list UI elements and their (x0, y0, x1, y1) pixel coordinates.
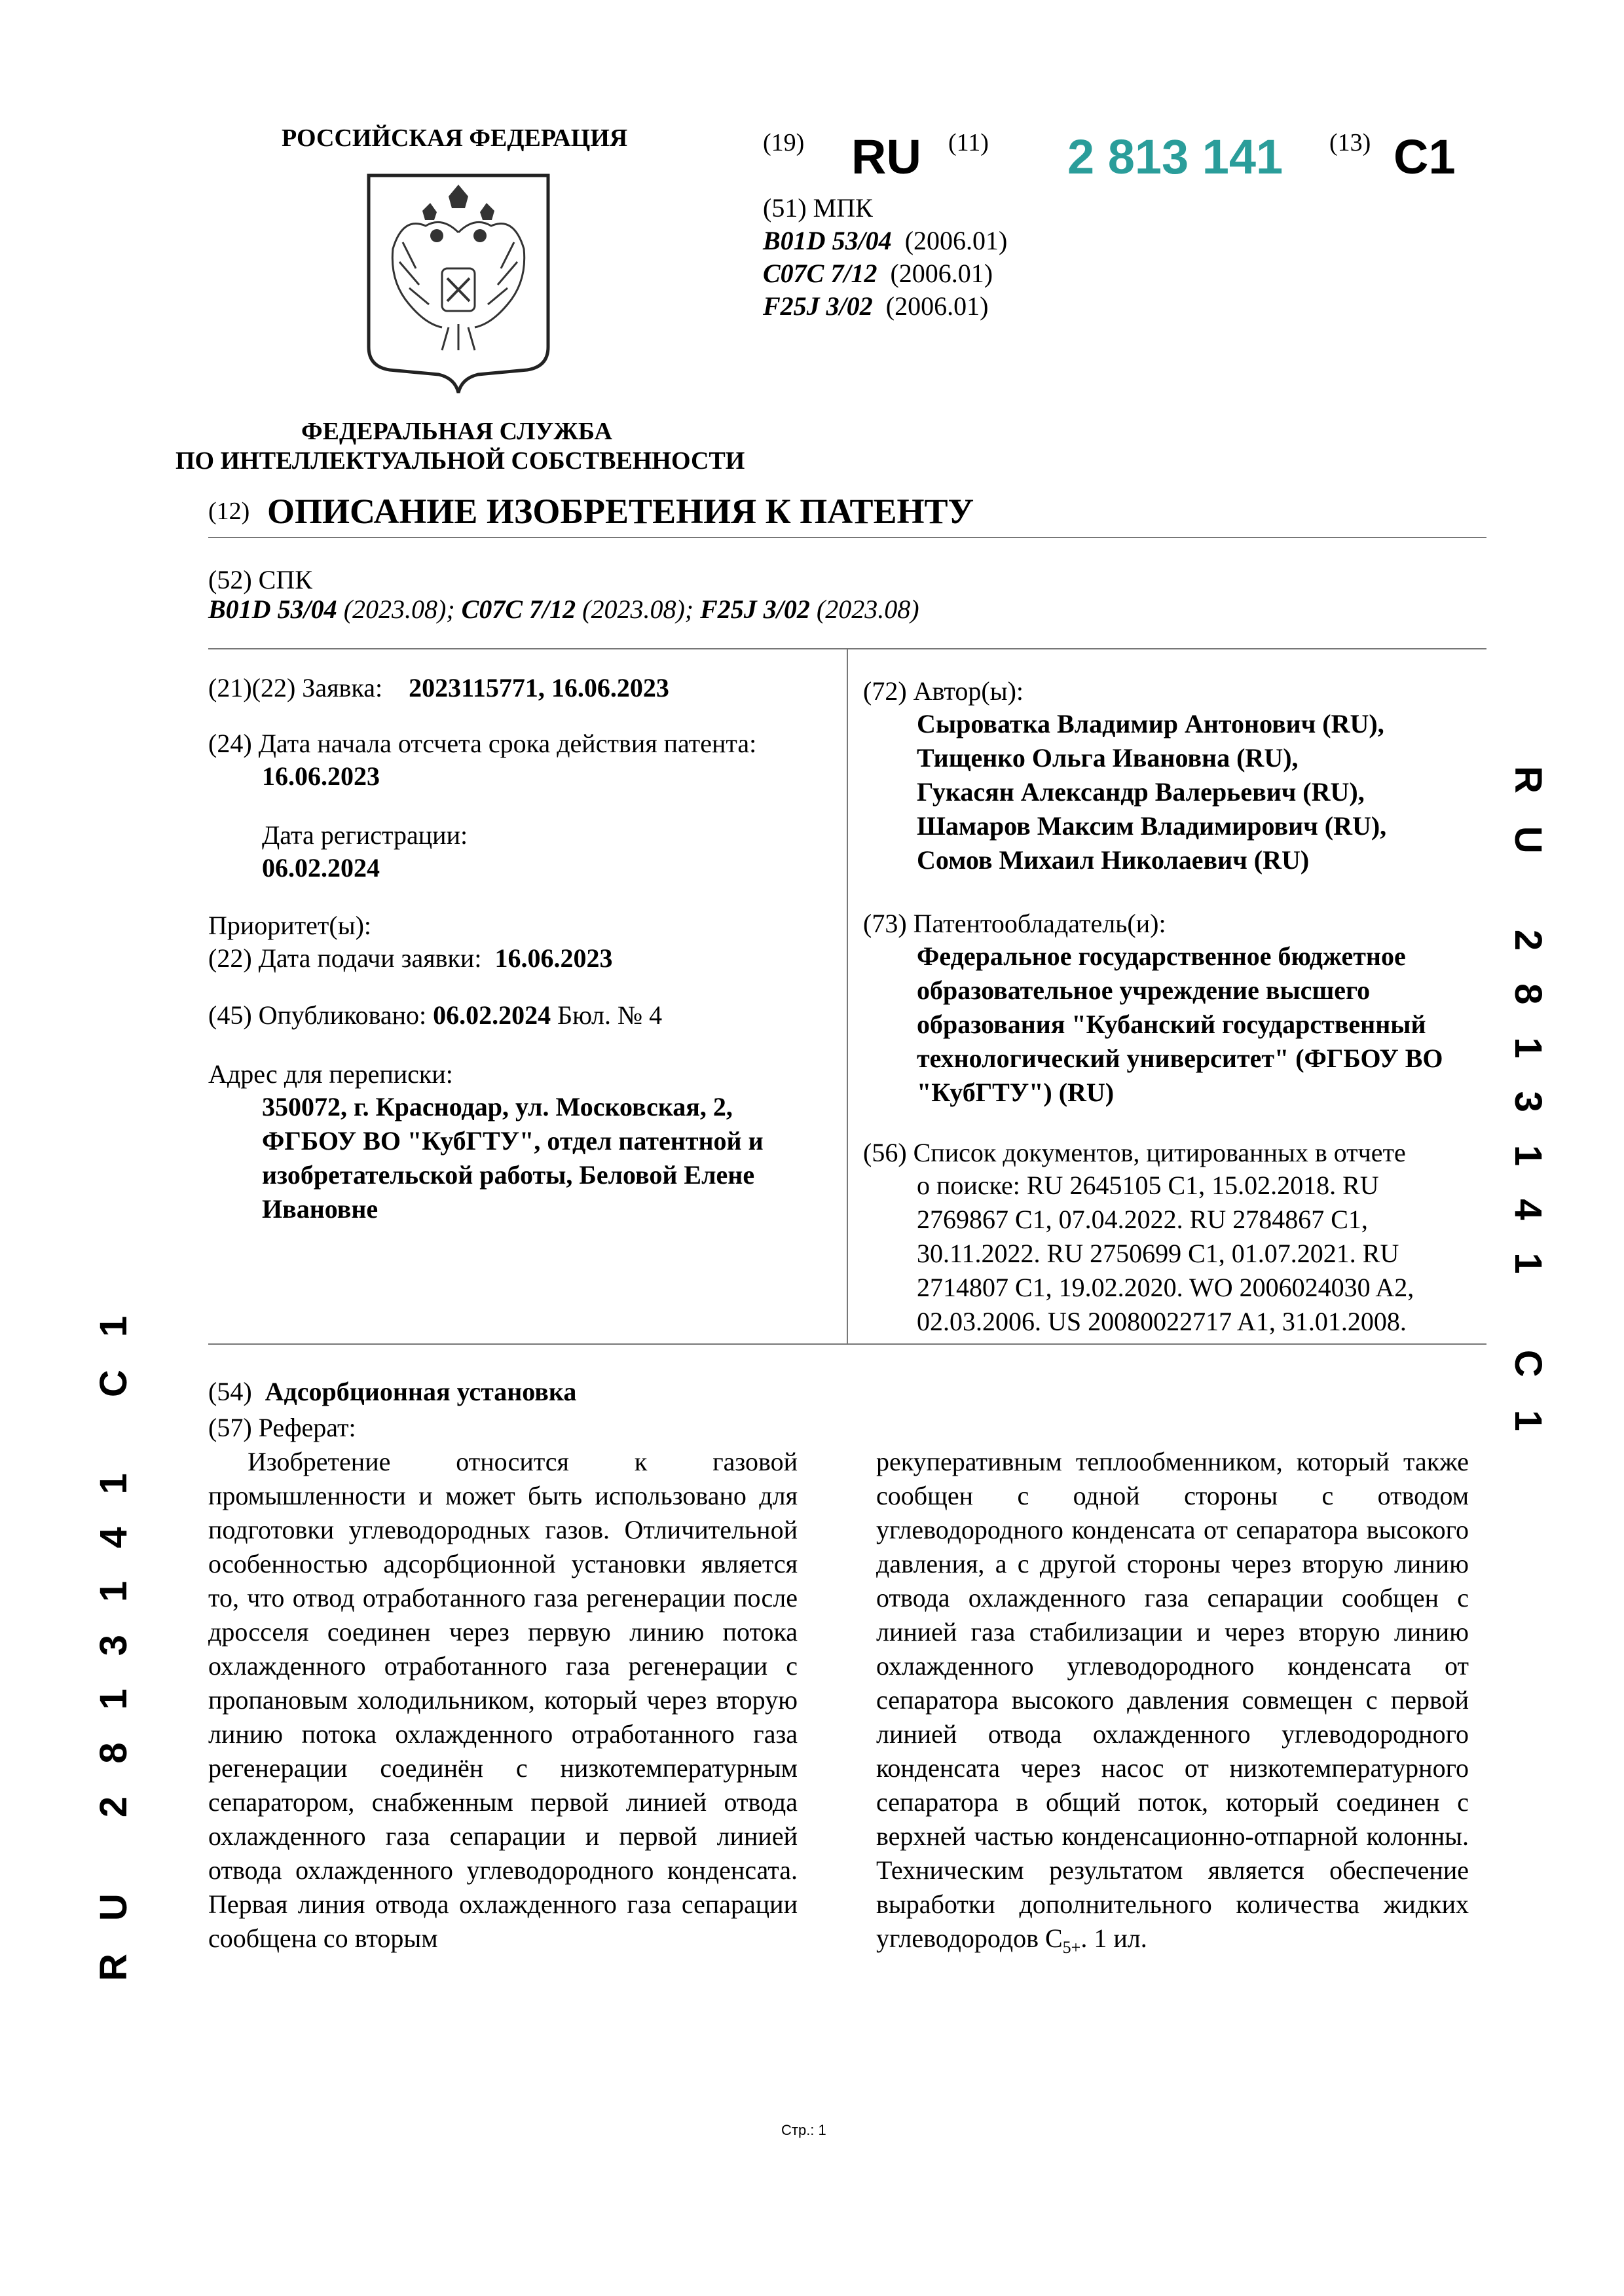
ipc-label: (51) МПК (763, 193, 873, 223)
registration-value: 06.02.2024 (262, 853, 380, 883)
code-11: (11) (948, 129, 989, 156)
term-start-value: 16.06.2023 (262, 761, 380, 791)
russian-coat-of-arms-icon (363, 170, 553, 396)
holder-name: Федеральное государственное бюджетное образовательное учреждение высшего образования "Кубанский государственный технологический университет" (ФГБОУ ВО "КубГТУ") (RU) (917, 941, 1443, 1107)
document-title: ОПИСАНИЕ ИЗОБРЕТЕНИЯ К ПАТЕНТУ (267, 492, 974, 531)
divider (208, 537, 1486, 538)
registration-label: Дата регистрации: (262, 820, 468, 850)
cpc-label: (52) СПК (208, 565, 312, 594)
ipc-item: B01D 53/04 (2006.01) (763, 226, 1008, 255)
holder-label: (73) Патентообладатель(и): (863, 909, 1166, 938)
authors-label: (72) Автор(ы): (863, 676, 1024, 706)
citations-label: (56) Список документов, цитированных в отчете (863, 1138, 1406, 1167)
invention-title: (54) Адсорбционная установка (208, 1377, 577, 1406)
agency-line1: ФЕДЕРАЛЬНАЯ СЛУЖБА (301, 418, 612, 445)
authors-list: Сыроватка Владимир Антонович (RU), Тищенко Ольга Ивановна (RU), Гукасян Александр Валерьевич (RU), Шамаров Максим Владимирович (RU), Сомов Михаил Николаевич (RU) (917, 709, 1387, 875)
cpc-codes: B01D 53/04 (2023.08); C07C 7/12 (2023.08); F25J 3/02 (2023.08) (208, 594, 919, 624)
citations-list: о поиске: RU 2645105 C1, 15.02.2018. RU 2769867 C1, 07.04.2022. RU 2784867 C1, 30.11.2022. RU 2750699 C1, 01.07.2021. RU 2714807 C1, 19.02.2020. WO 2006024030 A2, 02.03.2006. US 20080022717 A1, 31.01.2008. (917, 1171, 1414, 1336)
divider (208, 1343, 1486, 1345)
ipc-item: C07C 7/12 (2006.01) (763, 259, 993, 288)
priority-label: Приоритет(ы): (208, 911, 372, 940)
side-code-left: RU 2813141 C1 (92, 1283, 135, 1981)
country-code: RU (851, 130, 921, 184)
published-date: (45) Опубликовано: 06.02.2024 Бюл. № 4 (208, 1000, 663, 1030)
abstract-column-1: Изобретение относится к газовой промышленности и может быть использовано для подготовки углеводородных газов. Отличительной особенностью адсорбционной установки является то, что отвод отработанного газа регенерации после дросселя соединен через первую линию потока охлажденного отработанного газа регенерации с пропановым холодильником, который через вторую линию потока охлажденного отработанного газа регенерации соединён с низкотемпературным сепаратором, снабженным первой линией отвода охлажденного газа сепарации и первой линией отвода охлажденного углеводородного конденсата. Первая линия отвода охлажденного газа сепарации сообщена со вторым (208, 1447, 798, 1953)
ipc-item: F25J 3/02 (2006.01) (763, 291, 989, 321)
page-number: Стр.: 1 (781, 2122, 826, 2138)
filing-date: (22) Дата подачи заявки: 16.06.2023 (208, 943, 613, 973)
side-code-right: RU 2813141 C1 (1507, 766, 1549, 1464)
address-value: 350072, г. Краснодар, ул. Московская, 2, ФГБОУ ВО "КубГТУ", отдел патентной и изобретательской работы, Беловой Елене Ивановне (262, 1092, 764, 1224)
title-code: (12) (208, 498, 250, 525)
patent-number: 2 813 141 (1067, 130, 1283, 184)
agency-line2: ПО ИНТЕЛЛЕКТУАЛЬНОЙ СОБСТВЕННОСТИ (175, 447, 745, 475)
code-13: (13) (1329, 129, 1371, 156)
abstract-column-2: рекуперативным теплообменником, который также сообщен с одной стороны с отводом углеводородного конденсата от сепаратора высокого давления, а с другой стороны через вторую линию отвода охлажденного газа сепарации сообщен с линией газа стабилизации и через вторую линию охлажденного углеводородного конденсата от сепаратора высокого давления совмещен с первой линией отвода охлажденного углеводородного конденсата через насос от низкотемпературного сепаратора в общий поток, который соединен с верхней частью конденсационно-отпарной колонны. Техническим результатом является обеспечение выработки дополнительного количества жидких углеводородов $C_{5+}$. 1 ил. (876, 1447, 1469, 1957)
abstract-label: (57) Реферат: (208, 1413, 356, 1442)
column-divider (847, 649, 848, 1343)
code-19: (19) (763, 129, 805, 156)
address-label: Адрес для переписки: (208, 1059, 453, 1089)
country-name: РОССИЙСКАЯ ФЕДЕРАЦИЯ (282, 124, 628, 152)
application-field: (21)(22) Заявка: 2023115771, 16.06.2023 (208, 673, 669, 702)
term-start-label: (24) Дата начала отсчета срока действия патента: (208, 729, 757, 758)
kind-code: C1 (1393, 130, 1456, 184)
